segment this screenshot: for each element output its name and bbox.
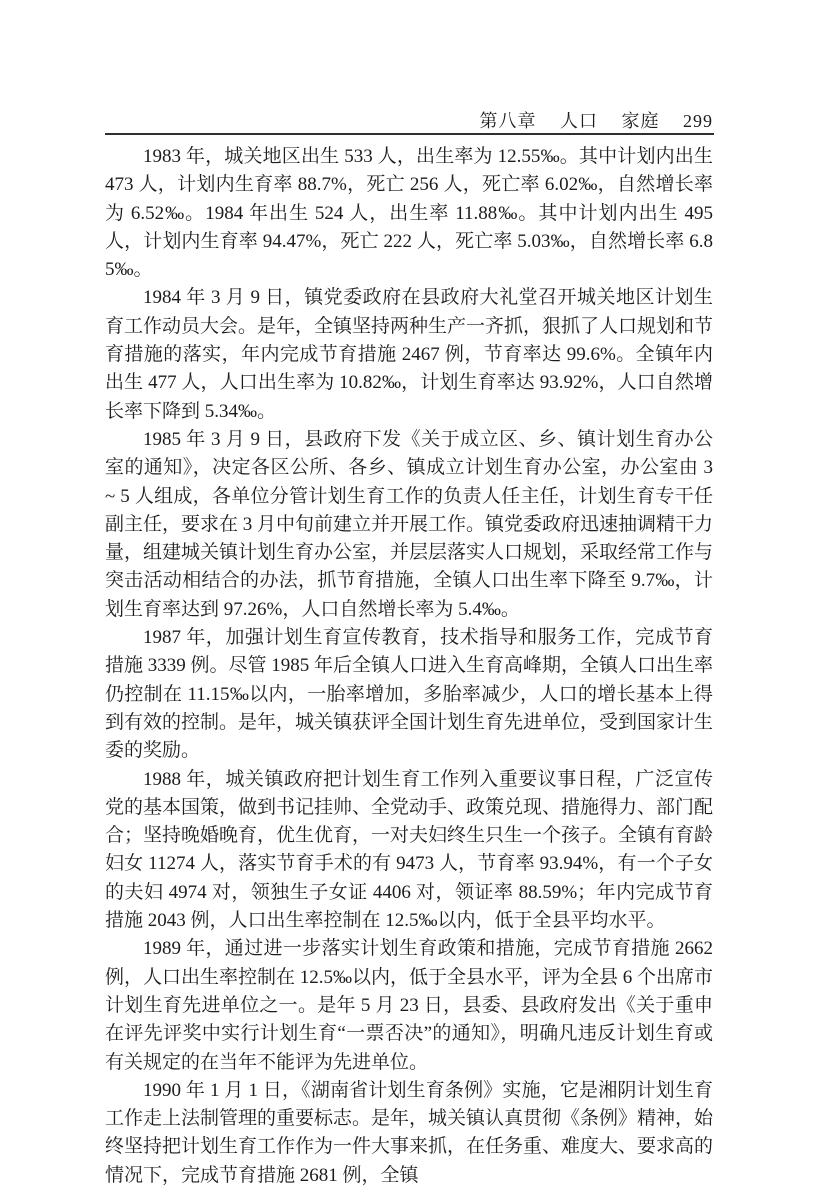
page-body (105, 143, 713, 1190)
paragraph-1988: 1988 年，城关镇政府把计划生育工作列入重要议事日程，广泛宣传党的基本国策，做到书记挂帅、全党动手、政策兑现、措施得力、部门配合；坚持晚婚晚育，优生优育，一对夫妇终生只生一个孩子。全镇有育龄妇女 11274 人，落实节育手术的有 9473 人，节育率 93.94%，有一个子女的夫妇 4974 对，领独生子女证 4406 对，领证率 88.59%；年内完成节育措施 2043 例，人口出生率控制在 12.5‰以内，低于全县平均水平。 (105, 768, 714, 932)
paragraph-1987: 1987 年，加强计划生育宣传教育，技术指导和服务工作，完成节育措施 3339 例。尽管 1985 年后全镇人口进入生育高峰期，全镇人口出生率仍控制在 11.15‰以内，一胎率增加，多胎率减少，人口的增长基本上得到有效的控制。是年，城关镇获评全国计划生育先进单位，受到国家计生委的奖励。 (105, 627, 714, 762)
header-chapter-title: 第八章 (479, 111, 537, 131)
paragraph-1984: 1984 年 3 月 9 日，镇党委政府在县政府大礼堂召开城关地区计划生育工作动员大会。是年，全镇坚持两种生产一齐抓，狠抓了人口规划和节育措施的落实，年内完成节育措施 2467 例，节育率达 99.6%。全镇年内出生 477 人，人口出生率为 10.82‰，计划生育率达 93.92%，人口自然增长率下降到 5.34‰。 (105, 287, 714, 422)
page-number: 299 (683, 111, 713, 131)
page-header (105, 107, 713, 133)
header-subsection-title: 家庭 (621, 111, 660, 131)
header-section-title: 人口 (560, 111, 598, 131)
paragraph-1990: 1990 年 1 月 1 日，《湖南省计划生育条例》实施，它是湘阴计划生育工作走上法制管理的重要标志。是年，城关镇认真贯彻《条例》精神，始终坚持把计划生育工作作为一件大事来抓，在任务重、难度大、要求高的情况下，完成节育措施 2681 例，全镇 (105, 1079, 714, 1186)
paragraph-1989: 1989 年，通过进一步落实计划生育政策和措施，完成节育措施 2662 例，人口出生率控制在 12.5‰以内，低于全县水平，评为全县 6 个出席市计划生育先进单位之一。是年 5 月 23 日，县委、县政府发出《关于重申在评先评奖中实行计划生育“一票否决”的通知》，明确凡违反计划生育或有关规定的在当年不能评为先进单位。 (105, 938, 714, 1073)
paragraph-1983: 1983 年，城关地区出生 533 人，出生率为 12.55‰。其中计划内出生 473 人，计划内生育率 88.7%，死亡 256 人，死亡率 6.02‰，自然增长率为 6.52‰。1984 年出生 524 人，出生率 11.88‰。其中计划内出生 495 人，计划内生育率 94.47%，死亡 222 人，死亡率 5.03‰，自然增长率 6.85‰。 (105, 146, 713, 281)
paragraph-1985: 1985 年 3 月 9 日，县政府下发《关于成立区、乡、镇计划生育办公室的通知》，决定各区公所、各乡、镇成立计划生育办公室，办公室由 3 ~ 5 人组成，各单位分管计划生育工作的负责人任主任，计划生育专干任副主任，要求在 3 月中旬前建立并开展工作。镇党委政府迅速抽调精干力量，组建城关镇计划生育办公室，并层层落实人口规划，采取经常工作与突击活动相结合的办法，抓节育措施，全镇人口出生率下降至 9.7‰，计划生育率达到 97.26%，人口自然增长率为 5.4‰。 (105, 428, 714, 620)
header-rule (105, 133, 714, 135)
